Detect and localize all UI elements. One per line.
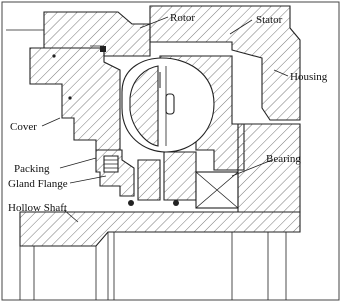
inner-seal xyxy=(138,160,160,200)
label-bearing: Bearing xyxy=(266,153,301,165)
pin xyxy=(68,96,71,99)
pin xyxy=(52,54,55,57)
hollow-shaft xyxy=(20,212,300,246)
label-rotor: Rotor xyxy=(170,12,196,24)
label-stator: Stator xyxy=(256,14,283,26)
label-hollow-shaft: Hollow Shaft xyxy=(8,202,67,214)
bolt xyxy=(173,200,179,206)
vent-slot xyxy=(166,94,174,114)
cover-leader xyxy=(42,118,60,126)
seal-ring xyxy=(100,46,106,52)
label-gland-flange: Gland Flange xyxy=(8,178,68,190)
packing-leader xyxy=(60,158,96,168)
stator-hub xyxy=(164,152,196,200)
label-cover: Cover xyxy=(10,121,37,133)
label-packing: Packing xyxy=(14,163,50,175)
label-housing: Housing xyxy=(290,71,328,83)
bolt xyxy=(128,200,134,206)
cover xyxy=(30,48,120,150)
bearing-housing xyxy=(238,124,300,212)
